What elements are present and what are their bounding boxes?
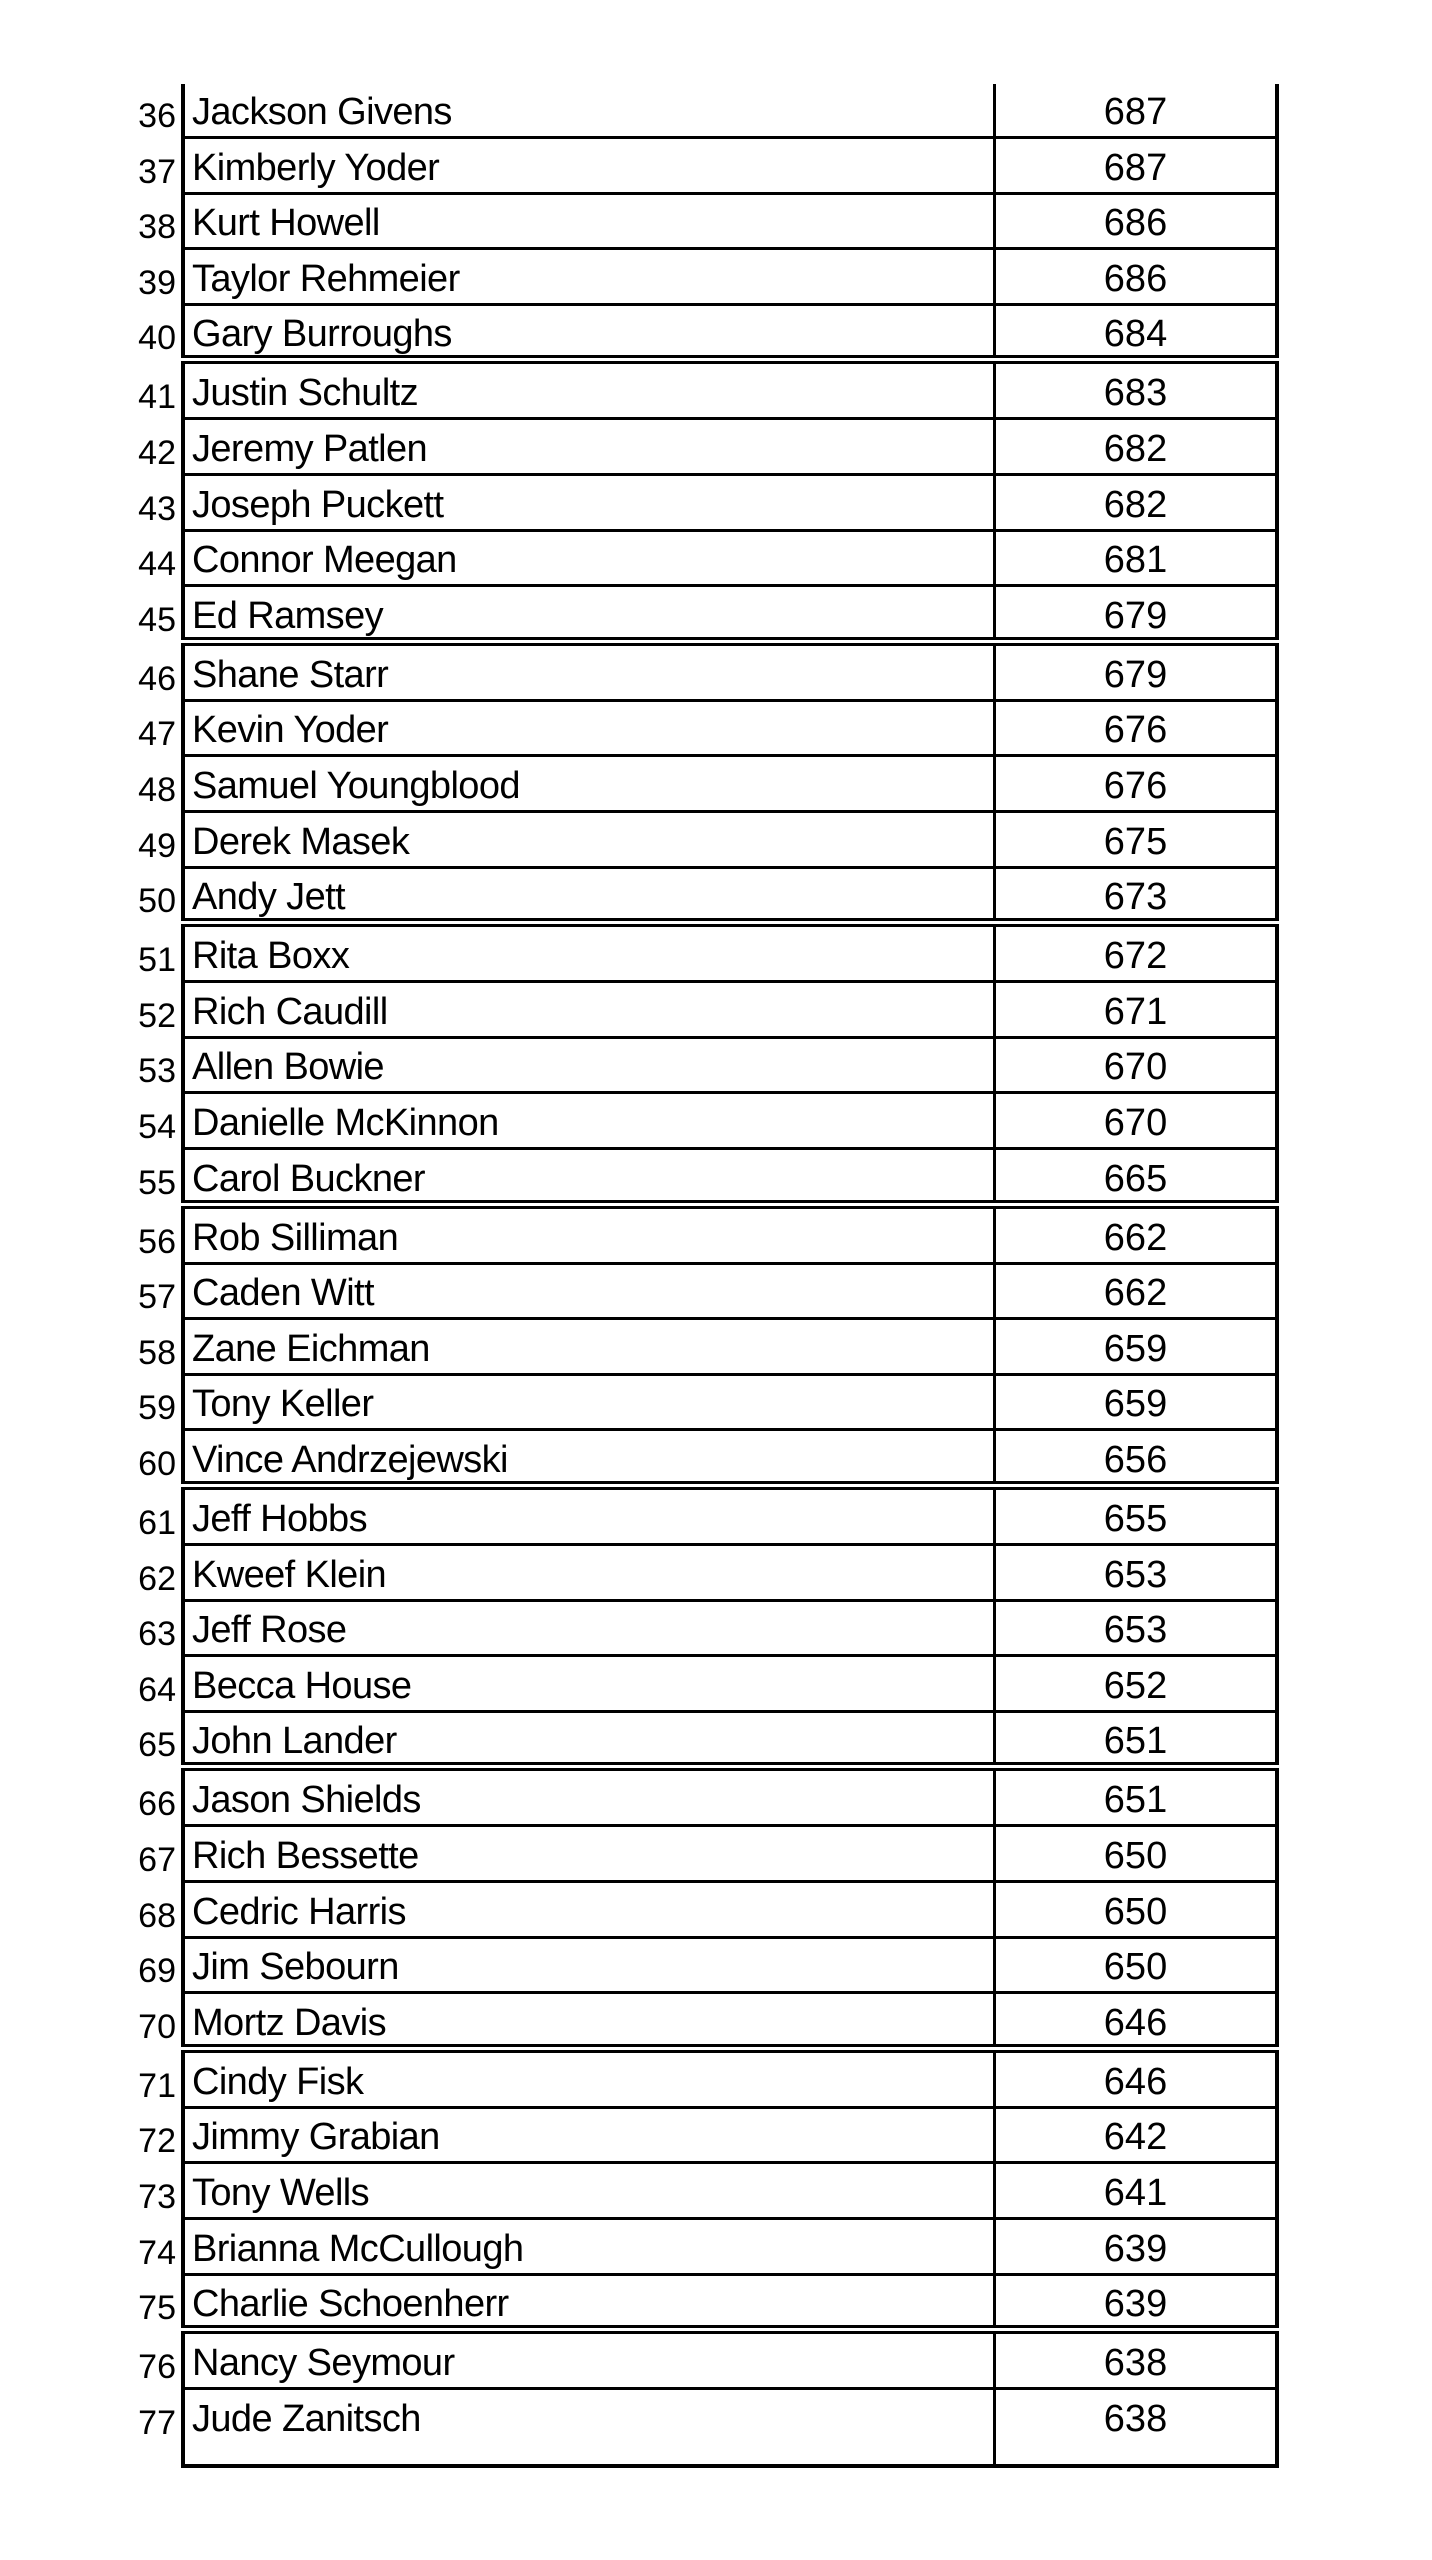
player-name: Kweef Klein: [192, 1553, 387, 1596]
row-divider: [181, 1317, 1279, 1320]
table-row: [0, 532, 1432, 587]
player-score: 659: [1103, 1383, 1168, 1426]
rank-number: 40: [138, 319, 176, 358]
row-divider: [181, 1599, 1279, 1602]
table-row: [0, 702, 1432, 757]
table-row: [0, 814, 1432, 869]
rank-number: 49: [138, 826, 176, 865]
row-divider: [181, 2273, 1279, 2276]
row-divider: [181, 866, 1279, 869]
player-name: Derek Masek: [192, 820, 410, 863]
player-name: Caden Witt: [192, 1272, 374, 1315]
player-score: 659: [1103, 1327, 1168, 1370]
rank-number: 77: [138, 2403, 176, 2442]
player-name: Joseph Puckett: [192, 483, 444, 526]
row-divider: [181, 1481, 1279, 1490]
player-score: 650: [1103, 1946, 1168, 1989]
row-divider: [181, 2044, 1279, 2053]
player-score: 670: [1103, 1046, 1168, 1089]
player-name: Rich Bessette: [192, 1835, 419, 1877]
row-divider: [181, 303, 1279, 306]
rank-number: 63: [138, 1615, 176, 1654]
player-name: Taylor Rehmeier: [192, 257, 460, 300]
table-row: [0, 421, 1432, 476]
row-divider: [181, 1091, 1279, 1094]
player-score: 662: [1103, 1216, 1168, 1259]
player-name: Jackson Givens: [192, 91, 452, 133]
table-row: [0, 1547, 1432, 1602]
player-name: Andy Jett: [192, 876, 346, 919]
player-score: 662: [1103, 1272, 1168, 1315]
rank-number: 36: [138, 97, 176, 135]
table-row: [0, 1772, 1432, 1827]
player-name: Rich Caudill: [192, 990, 388, 1033]
rank-number: 38: [138, 208, 176, 247]
player-score: 651: [1103, 1720, 1168, 1763]
player-score: 679: [1103, 653, 1168, 696]
player-score: 653: [1103, 1609, 1168, 1652]
row-divider: [181, 637, 1279, 646]
player-name: Rob Silliman: [192, 1216, 399, 1259]
table-row: [0, 1376, 1432, 1431]
row-divider: [181, 1762, 1279, 1771]
rank-number: 52: [138, 996, 176, 1035]
row-divider: [181, 810, 1279, 813]
player-name: Danielle McKinnon: [192, 1102, 499, 1144]
row-divider: [181, 192, 1279, 195]
row-divider: [181, 1428, 1279, 1431]
player-name: Nancy Seymour: [192, 2342, 455, 2385]
table-row: [0, 365, 1432, 420]
row-divider: [181, 417, 1279, 420]
rank-number: 75: [138, 2289, 176, 2328]
rank-number: 45: [138, 600, 176, 639]
player-score: 646: [1103, 2001, 1168, 2044]
player-score: 682: [1103, 483, 1168, 526]
row-divider: [181, 1543, 1279, 1546]
table-row: [0, 306, 1432, 361]
table-row: [0, 251, 1432, 306]
player-score: 638: [1103, 2397, 1168, 2440]
row-divider: [181, 355, 1279, 364]
rank-number: 68: [138, 1896, 176, 1935]
player-name: Jeff Hobbs: [192, 1498, 367, 1540]
table-row: [0, 2165, 1432, 2220]
rank-number: 72: [138, 2122, 176, 2161]
rank-number: 58: [138, 1333, 176, 1372]
player-score: 652: [1103, 1664, 1168, 1707]
rank-number: 61: [138, 1504, 176, 1542]
rank-number: 66: [138, 1785, 176, 1824]
player-name: Kurt Howell: [192, 202, 380, 245]
row-divider: [181, 247, 1279, 250]
table-row: [0, 2391, 1432, 2446]
rank-number: 46: [138, 659, 176, 698]
table-row: [0, 477, 1432, 532]
table-row: [0, 1884, 1432, 1939]
player-score: 642: [1103, 2116, 1168, 2159]
row-divider: [181, 1824, 1279, 1827]
table-row: [0, 2335, 1432, 2390]
row-divider: [181, 529, 1279, 532]
player-name: Brianna McCullough: [192, 2227, 524, 2270]
player-name: Becca House: [192, 1664, 412, 1707]
row-divider: [181, 1036, 1279, 1039]
player-name: Allen Bowie: [192, 1046, 384, 1089]
row-divider: [181, 2325, 1279, 2334]
table-row: [0, 1095, 1432, 1150]
player-name: Jeremy Patlen: [192, 428, 428, 470]
player-score: 682: [1103, 428, 1168, 470]
table-row: [0, 1995, 1432, 2050]
rank-number: 47: [138, 715, 176, 754]
table-row: [0, 1939, 1432, 1994]
player-score: 681: [1103, 539, 1168, 582]
row-divider: [181, 1200, 1279, 1209]
player-name: Jude Zanitsch: [192, 2397, 421, 2440]
row-divider: [181, 1936, 1279, 1939]
row-divider: [181, 2106, 1279, 2109]
player-score: 686: [1103, 257, 1168, 300]
table-row: [0, 1491, 1432, 1546]
player-name: Tony Wells: [192, 2172, 370, 2214]
rank-number: 41: [138, 378, 176, 417]
player-name: Mortz Davis: [192, 2001, 386, 2044]
player-score: 650: [1103, 1835, 1168, 1877]
player-score: 665: [1103, 1157, 1168, 1200]
player-name: Jeff Rose: [192, 1609, 347, 1652]
player-name: Jimmy Grabian: [192, 2116, 440, 2159]
table-row: [0, 2109, 1432, 2164]
table-row: [0, 1713, 1432, 1768]
player-score: 639: [1103, 2283, 1168, 2326]
player-score: 638: [1103, 2342, 1168, 2385]
row-divider: [181, 473, 1279, 476]
row-divider: [181, 1147, 1279, 1150]
row-divider: [181, 1880, 1279, 1883]
table-row: [0, 588, 1432, 643]
player-score: 687: [1103, 146, 1168, 189]
player-score: 686: [1103, 202, 1168, 245]
player-score: 670: [1103, 1102, 1168, 1144]
player-name: Gary Burroughs: [192, 313, 452, 356]
player-name: Samuel Youngblood: [192, 765, 520, 807]
table-row: [0, 647, 1432, 702]
rank-number: 44: [138, 545, 176, 584]
player-name: Cedric Harris: [192, 1890, 406, 1933]
table-row: [0, 984, 1432, 1039]
row-divider: [181, 2217, 1279, 2220]
player-score: 687: [1103, 91, 1168, 133]
player-name: Shane Starr: [192, 653, 389, 696]
rank-number: 57: [138, 1278, 176, 1317]
table-row: [0, 2221, 1432, 2276]
player-name: Rita Boxx: [192, 935, 350, 978]
player-score: 684: [1103, 313, 1168, 356]
table-row: [0, 1658, 1432, 1713]
player-score: 653: [1103, 1553, 1168, 1596]
rank-number: 71: [138, 2066, 176, 2105]
row-divider: [181, 2161, 1279, 2164]
player-score: 676: [1103, 709, 1168, 752]
player-score: 671: [1103, 990, 1168, 1033]
player-score: 641: [1103, 2172, 1168, 2214]
rank-number: 50: [138, 882, 176, 921]
player-score: 656: [1103, 1439, 1168, 1481]
row-divider: [181, 1262, 1279, 1265]
table-row: [0, 1151, 1432, 1206]
row-divider: [181, 584, 1279, 587]
table-row: [0, 758, 1432, 813]
player-name: Zane Eichman: [192, 1327, 430, 1370]
row-divider: [181, 918, 1279, 927]
player-name: Ed Ramsey: [192, 594, 384, 637]
player-name: Cindy Fisk: [192, 2060, 364, 2103]
player-name: Tony Keller: [192, 1383, 374, 1426]
row-divider: [181, 980, 1279, 983]
player-score: 672: [1103, 935, 1168, 978]
table-row: [0, 1602, 1432, 1657]
row-divider: [181, 699, 1279, 702]
rank-number: 37: [138, 152, 176, 191]
player-name: Jim Sebourn: [192, 1946, 399, 1989]
table-row: [0, 928, 1432, 983]
row-divider: [181, 1991, 1279, 1994]
row-divider: [181, 1710, 1279, 1713]
rank-number: 39: [138, 263, 176, 302]
rank-number: 56: [138, 1222, 176, 1261]
player-name: Justin Schultz: [192, 372, 419, 415]
player-score: 639: [1103, 2227, 1168, 2270]
rank-number: 64: [138, 1670, 176, 1709]
table-row: [0, 2054, 1432, 2109]
table-row: [0, 1039, 1432, 1094]
table-row: [0, 2276, 1432, 2331]
table-row: [0, 1210, 1432, 1265]
player-score: 646: [1103, 2060, 1168, 2103]
row-divider: [181, 754, 1279, 757]
rank-number: 74: [138, 2233, 176, 2272]
player-score: 673: [1103, 876, 1168, 919]
rank-number: 55: [138, 1163, 176, 1202]
table-row: [0, 1828, 1432, 1883]
rank-number: 42: [138, 434, 176, 472]
row-divider: [181, 2387, 1279, 2390]
player-score: 683: [1103, 372, 1168, 415]
player-score: 651: [1103, 1779, 1168, 1822]
row-divider: [181, 136, 1279, 139]
table-row: [0, 1321, 1432, 1376]
table-row: [0, 84, 1432, 139]
rank-number: 67: [138, 1841, 176, 1879]
rank-number: 76: [138, 2348, 176, 2387]
player-score: 655: [1103, 1498, 1168, 1540]
rank-number: 70: [138, 2007, 176, 2046]
player-name: Charlie Schoenherr: [192, 2283, 509, 2326]
rank-number: 53: [138, 1052, 176, 1091]
player-name: Vince Andrzejewski: [192, 1439, 508, 1481]
row-divider: [181, 1373, 1279, 1376]
player-score: 679: [1103, 594, 1168, 637]
rank-number: 48: [138, 771, 176, 809]
rank-number: 51: [138, 941, 176, 980]
rank-number: 65: [138, 1726, 176, 1765]
player-name: Kimberly Yoder: [192, 146, 440, 189]
player-name: Jason Shields: [192, 1779, 421, 1822]
player-score: 675: [1103, 820, 1168, 863]
table-row: [0, 869, 1432, 924]
rank-number: 62: [138, 1559, 176, 1598]
rank-number: 59: [138, 1389, 176, 1428]
row-divider: [181, 1654, 1279, 1657]
player-name: Connor Meegan: [192, 539, 457, 582]
table-row: [0, 1265, 1432, 1320]
player-name: Carol Buckner: [192, 1157, 425, 1200]
player-score: 676: [1103, 765, 1168, 807]
player-name: John Lander: [192, 1720, 397, 1763]
rank-number: 73: [138, 2178, 176, 2216]
table-row: [0, 195, 1432, 250]
rank-number: 54: [138, 1108, 176, 1146]
table-row: [0, 1432, 1432, 1487]
rank-number: 69: [138, 1952, 176, 1991]
rank-number: 43: [138, 489, 176, 528]
player-score: 650: [1103, 1890, 1168, 1933]
player-name: Kevin Yoder: [192, 709, 389, 752]
rank-number: 60: [138, 1445, 176, 1483]
table-row: [0, 140, 1432, 195]
